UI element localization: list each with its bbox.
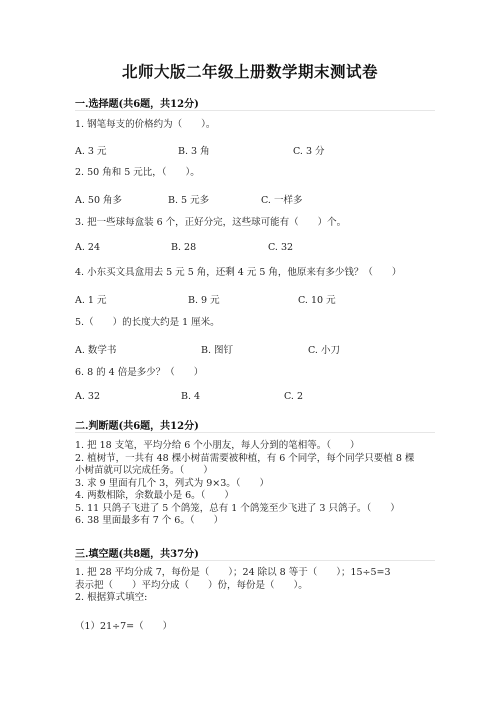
divider — [75, 432, 435, 433]
question-1: 1. 钢笔每支的价格约为（ ）。 — [75, 119, 216, 130]
option-c: C. 32 — [268, 242, 294, 253]
option-a: A. 24 — [75, 242, 100, 253]
option-b: B. 5 元多 — [168, 195, 210, 206]
list-item: 4. 两数相除，余数最小是 6。（ ） — [75, 490, 234, 501]
list-item: 6. 38 里面最多有 7 个 6。（ ） — [75, 515, 224, 526]
divider — [75, 560, 435, 561]
list-item: 2. 植树节，一共有 48 棵小树苗需要被种植，有 6 个同学，每个同学只要植 8 棵 — [75, 452, 415, 464]
option-a: A. 50 角多 — [75, 195, 123, 206]
list-item: 5. 11 只鸽子飞进了 5 个鸽笼，总有 1 个鸽笼至少飞进了 3 只鸽子。（ ） — [75, 502, 400, 514]
fill-question-list — [75, 567, 435, 605]
judge-question-list — [75, 440, 435, 528]
list-item: 小树苗就可以完成任务。（ ） — [75, 465, 213, 476]
option-b: B. 28 — [171, 242, 197, 253]
question-4: 4. 小东买文具盒用去 5 元 5 角，还剩 4 元 5 角，他原来有多少钱？（ ） — [75, 267, 402, 278]
section-heading-choice: 一.选择题(共6题，共12分) — [75, 99, 199, 110]
option-c: C. 小刀 — [308, 345, 340, 356]
list-item: 2. 根据算式填空: — [75, 592, 148, 603]
question-3: 3. 把一些球每盒装 6 个，正好分完，这些球可能有（ ）个。 — [75, 217, 347, 228]
fill-subquestion-1: （1）21÷7=（ ） — [75, 621, 173, 632]
divider — [75, 110, 435, 111]
list-item: 1. 把 18 支笔，平均分给 6 个小朋友，每人分到的笔相等。（ ） — [75, 440, 360, 451]
option-c: C. 10 元 — [298, 295, 336, 306]
option-b: B. 4 — [181, 391, 201, 402]
option-a: A. 1 元 — [75, 295, 107, 306]
list-item: 3. 求 9 里面有几个 3，列式为 9×3。（ ） — [75, 477, 270, 489]
page-title: 北师大版二年级上册数学期末测试卷 — [121, 62, 378, 81]
question-6: 6. 8 的 4 倍是多少？（ ） — [75, 367, 204, 378]
option-a: A. 32 — [75, 391, 100, 402]
option-c: C. 2 — [284, 391, 304, 402]
question-5: 5.（ ）的长度大约是 1 厘米。 — [75, 317, 220, 328]
option-b: B. 图钉 — [201, 345, 234, 356]
option-c: C. 3 分 — [293, 146, 325, 157]
section-heading-judge: 二.判断题(共6题，共12分) — [75, 421, 199, 432]
section-heading-fill: 三.填空题(共8题，共37分) — [75, 549, 199, 560]
option-b: B. 3 角 — [178, 146, 210, 157]
option-a: A. 数学书 — [75, 345, 117, 356]
list-item: 表示把（ ）平均分成（ ）份，每份是（ ）。 — [75, 579, 308, 591]
option-a: A. 3 元 — [75, 146, 107, 157]
question-2: 2. 50 角和 5 元比，（ ）。 — [75, 167, 200, 178]
option-c: C. 一样多 — [261, 195, 303, 206]
list-item: 1. 把 28 平均分成 7，每份是（ ）；24 除以 8 等于（ ）；15÷5=3 — [75, 567, 391, 578]
option-b: B. 9 元 — [188, 295, 220, 306]
